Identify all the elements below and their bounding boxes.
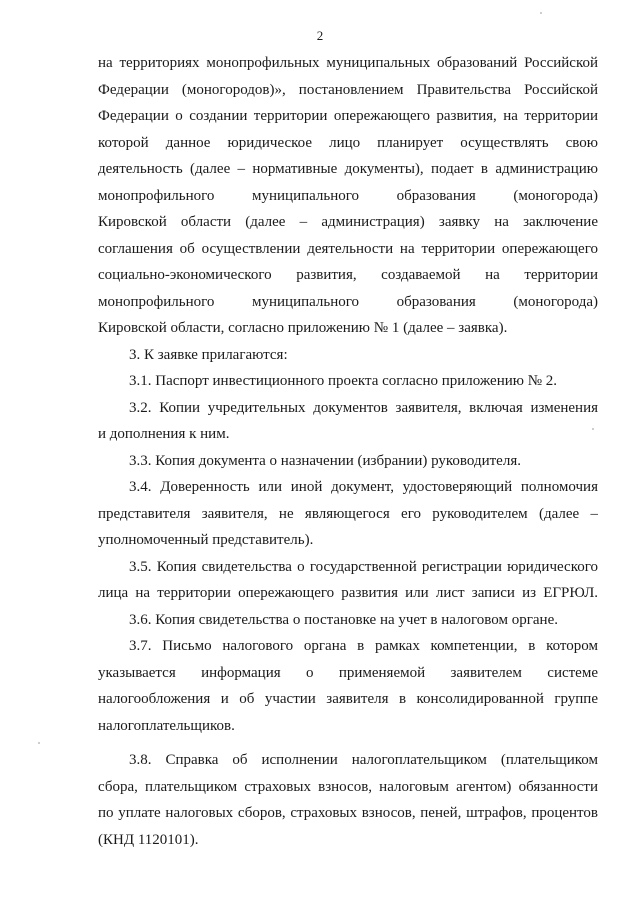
text-line: по уплате налоговых сборов, страховых взносов, пеней, штрафов, процентов: [98, 805, 598, 821]
scan-speck: [592, 428, 594, 430]
text-line: на территориях монопрофильных муниципальных образований Российской: [98, 55, 598, 71]
text-line: 3.8. Справка об исполнении налогоплательщиком (плательщиком: [129, 752, 598, 768]
text-line: Кировской области (далее – администрация) заявку на заключение: [98, 214, 598, 230]
scan-speck: [540, 12, 542, 14]
text-line: социально-экономического развития, создаваемой на территории: [98, 267, 598, 283]
text-line: налогоплательщиков.: [98, 717, 235, 734]
scan-speck: [38, 742, 40, 744]
page-number: 2: [316, 28, 324, 43]
text-line: лица на территории опережающего развития или лист записи из ЕГРЮЛ.: [98, 585, 598, 601]
paragraph-gap: [98, 739, 598, 747]
text-line: сбора, плательщиком страховых взносов, налоговым агентом) обязанности: [98, 778, 598, 795]
text-line: 3.1. Паспорт инвестиционного проекта согласно приложению № 2.: [129, 373, 558, 389]
text-line: 3.4. Доверенность или иной документ, удостоверяющий полномочия: [129, 479, 598, 495]
text-line: указывается информация о применяемой заявителем системе: [98, 664, 598, 681]
text-line: Федерации (моногородов)», постановлением Правительства Российской: [98, 81, 598, 98]
text-line: 3. К заявке прилагаются:: [129, 346, 288, 363]
text-line: налогообложения и об участии заявителя в консолидированной группе: [98, 691, 598, 707]
text-line: Кировской области, согласно приложению № 1 (далее – заявка).: [98, 320, 508, 336]
text-line: (КНД 1120101).: [98, 831, 199, 848]
text-line: монопрофильного муниципального образования (моногорода): [98, 187, 598, 204]
text-line: Федерации о создании территории опережающего развития, на территории: [98, 108, 598, 124]
text-line: которой данное юридическое лицо планирует осуществлять свою: [98, 134, 598, 151]
text-line: деятельность (далее – нормативные документы), подает в администрацию: [98, 161, 598, 177]
text-line: 3.7. Письмо налогового органа в рамках компетенции, в котором: [129, 638, 598, 654]
text-line: 3.6. Копия свидетельства о постановке на учет в налоговом органе.: [129, 611, 558, 628]
text-line: 3.2. Копии учредительных документов заявителя, включая изменения: [129, 399, 598, 416]
text-line: представителя заявителя, не являющегося его руководителем (далее –: [98, 505, 598, 522]
document-body: [98, 50, 598, 853]
text-line: соглашения об осуществлении деятельности на территории опережающего: [98, 240, 598, 257]
text-line: монопрофильного муниципального образования (моногорода): [98, 293, 598, 310]
text-line: 3.5. Копия свидетельства о государственной регистрации юридического: [129, 558, 598, 575]
text-line: и дополнения к ним.: [98, 426, 230, 442]
text-line: 3.3. Копия документа о назначении (избрании) руководителя.: [129, 452, 521, 469]
text-line: уполномоченный представитель).: [98, 532, 314, 548]
